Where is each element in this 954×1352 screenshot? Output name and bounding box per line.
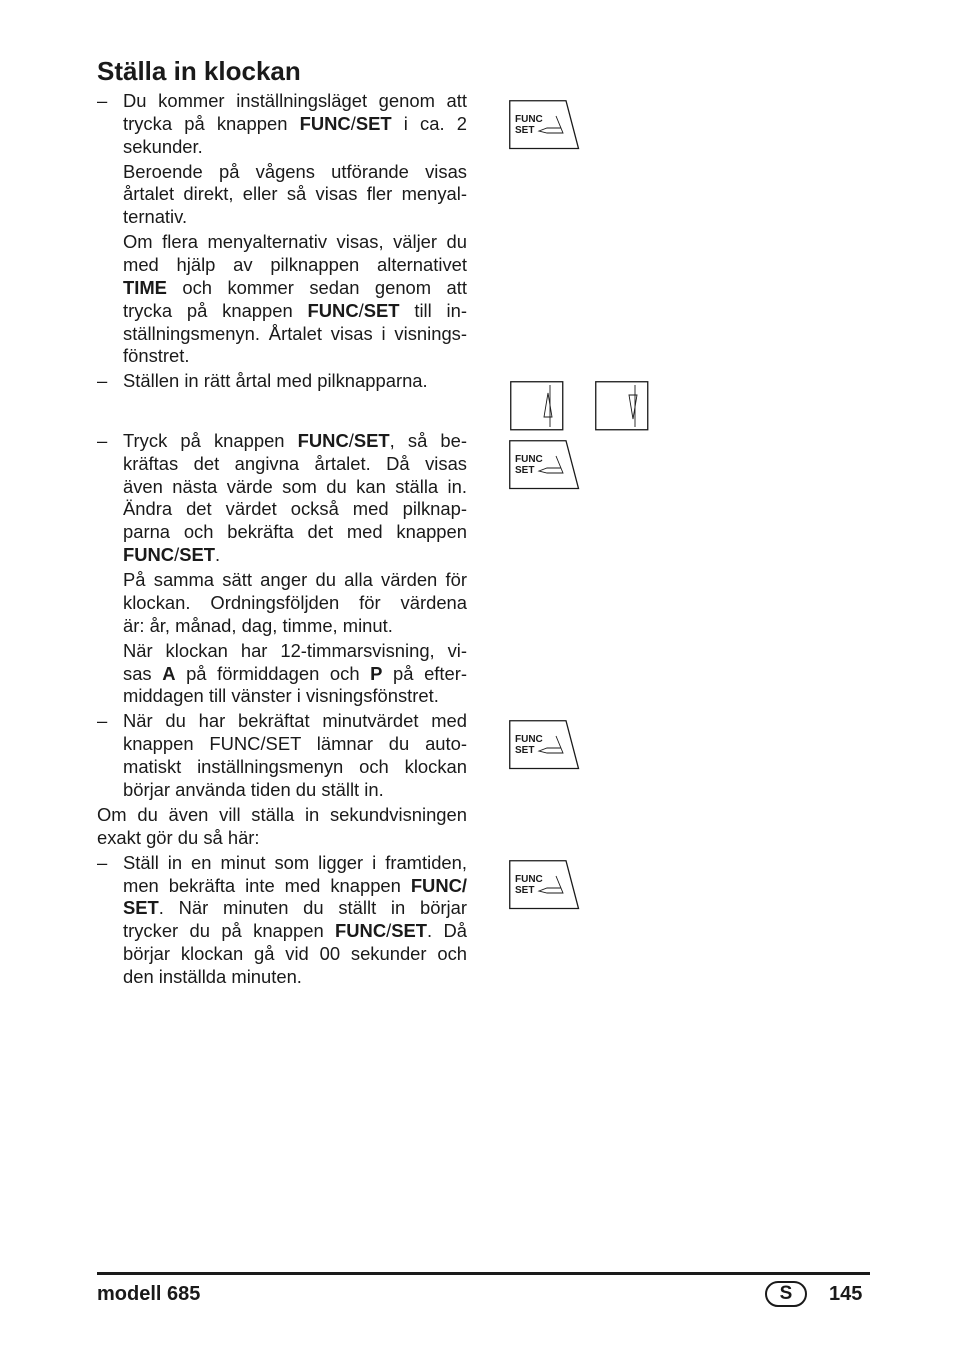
svg-text:FUNC: FUNC (515, 734, 543, 745)
instruction-block-2 (97, 430, 467, 989)
arrow-down-key-icon (595, 381, 649, 431)
paragraph-12h-display: När klockan har 12-timmarsvisning, vi- sas A på förmiddagen och P på efter- middagen till vänster i visningsfönstret. (123, 639, 467, 707)
svg-text:FUNC: FUNC (515, 874, 543, 885)
step-seconds-sync: – Ställ in en minut som ligger i framtiden, men bekräfta inte med knappen FUNC/ SET. När minuten du ställt in börjar trycker du på knappen FUNC/SET. Då börjar klockan gå vid 00 sekunder och den inställda minuten. (97, 851, 467, 987)
step-confirm-minute: – När du har bekräftat minutvärdet med knappen FUNC/SET lämnar du auto- matiskt inställningsmenyn och klockan börjar använda tiden du ställt in. (97, 710, 467, 800)
func-set-key-icon (509, 720, 581, 772)
func-set-key-icon (509, 100, 581, 152)
page-title: Ställa in klockan (97, 56, 301, 86)
step-confirm-year: – Tryck på knappen FUNC/SET, så be- kräftas det angivna årtalet. Då visas även nästa värde som du kan ställa in. Ändra det värdet också med pilknap- parna och bekräfta det med knappen FUNC/SET. (97, 430, 467, 565)
page-number: 145 (829, 1283, 863, 1305)
footer-rule (97, 1272, 870, 1275)
dash-bullet: – (97, 430, 108, 451)
svg-text:SET: SET (515, 885, 535, 896)
func-set-key-icon (509, 440, 581, 492)
paragraph-value-order: På samma sätt anger du alla värden för klockan. Ordningsföljden för värdena är: år, månad, dag, timme, minut. (123, 569, 467, 636)
model-label: modell 685 (97, 1283, 201, 1305)
dash-bullet: – (97, 90, 108, 111)
dash-bullet: – (97, 851, 108, 873)
dash-bullet: – (97, 710, 108, 732)
dash-bullet: – (97, 370, 108, 392)
arrow-up-key-icon (510, 381, 564, 431)
instruction-block-1 (97, 90, 467, 393)
paragraph-menu-options: Om flera menyalternativ visas, väljer du med hjälp av pilknappen alternativet TIME och kommer sedan genom att trycka på knappen FUNC/SET till in- ställningsmenyn. Årtalet visas i visnings- fönstret. (123, 231, 467, 367)
paragraph-seconds-intro: Om du även vill ställa in sekundvisningen exakt gör du så här: (97, 803, 467, 848)
svg-text:FUNC: FUNC (515, 114, 543, 125)
svg-text:SET: SET (515, 745, 535, 756)
paragraph-model-variants: Beroende på vågens utförande visas årtalet direkt, eller så visas fler menyal- ternativ. (123, 160, 467, 228)
func-set-key-icon (509, 860, 581, 912)
svg-text:FUNC: FUNC (515, 454, 543, 465)
svg-text:SET: SET (515, 125, 535, 136)
step-enter-settings: – Du kommer inställningsläget genom att trycka på knappen FUNC/SET i ca. 2 sekunder. (97, 90, 467, 157)
svg-text:SET: SET (515, 465, 535, 476)
language-badge: S (765, 1281, 807, 1307)
step-set-year: – Ställen in rätt årtal med pilknapparna. (97, 370, 428, 392)
